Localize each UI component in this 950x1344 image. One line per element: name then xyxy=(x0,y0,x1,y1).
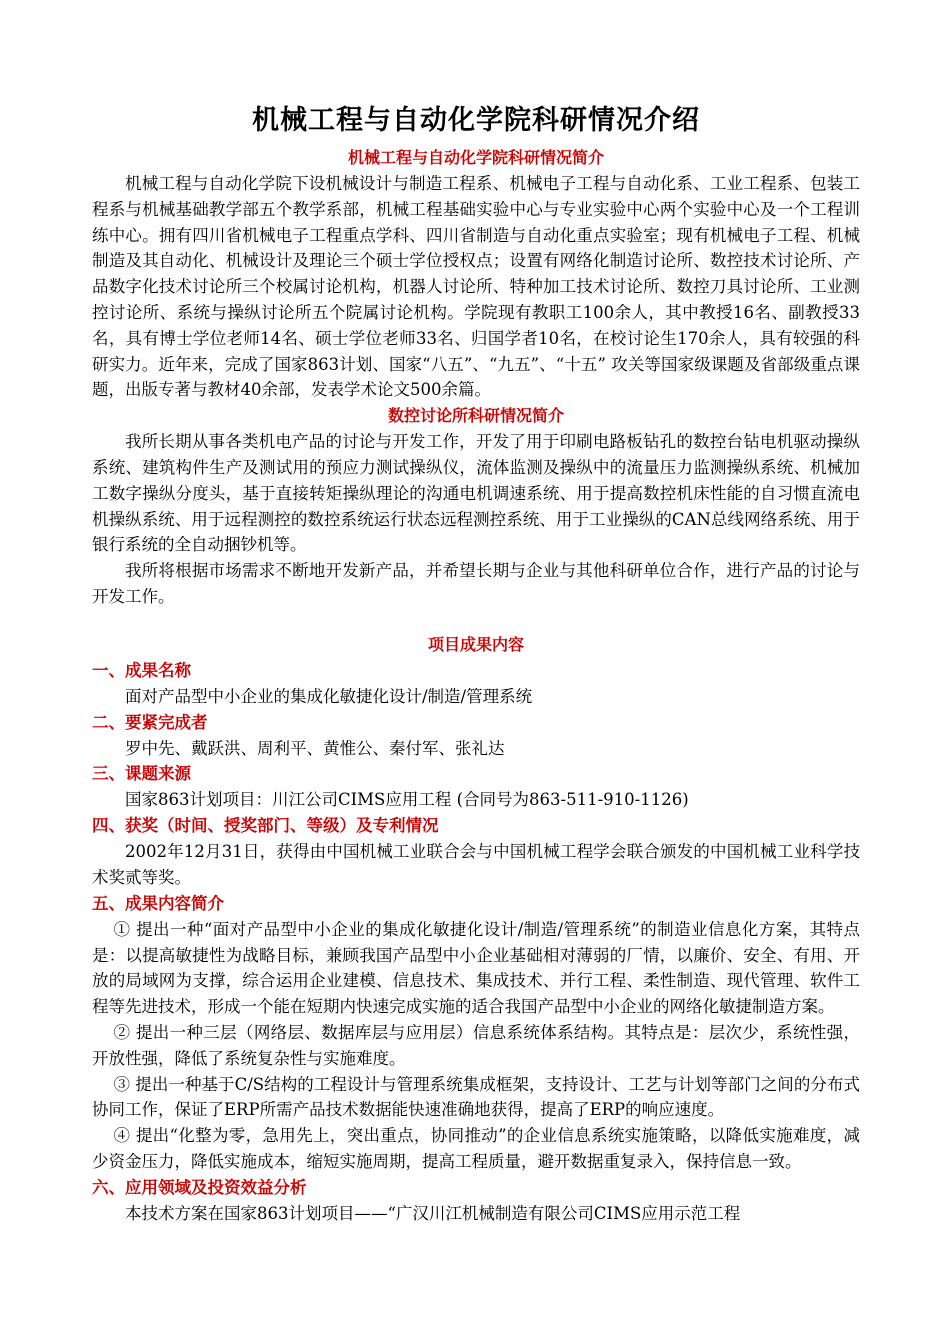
item-heading-4: 四、获奖（时间、授奖部门、等级）及专利情况 xyxy=(92,816,439,836)
section3-heading: 项目成果内容 xyxy=(427,634,524,654)
item-heading-5: 五、成果内容简介 xyxy=(92,893,224,913)
section1-paragraph: 机械工程与自动化学院下设机械设计与制造工程系、机械电子工程与自动化系、工业工程系、包装工程系与机械基础教学部五个教学系部，机械工程基础实验中心与专业实验中心两个实验中心及一个工程训练中心。拥有四川省机械电子工程重点学科、四川省制造与自动化重点实验室；现有机械电子工程、机械制造及其自动化、机械设计及理论三个硕士学位授权点；设置有网络化制造讨论所、数控技术讨论所、产品数字化技术讨论所三个校属讨论机构，机器人讨论所、特种加工技术讨论所、数控刀具讨论所、工业测控讨论所、系统与操纵讨论所五个院属讨论机构。学院现有教职工100余人，其中教授16名、副教授33名，具有博士学位老师14名、硕士学位老师33名、归国学者10名，在校讨论生170余人，具有较强的科研实力。近年来，完成了国家863计划、国家“八五”、“九五”、“十五” 攻关等国家级课题及省部级重点课题，出版专著与教材40余部，发表学术论文500余篇。 xyxy=(92,174,860,400)
section2-heading: 数控讨论所科研情况简介 xyxy=(387,406,564,426)
item-content-4: 2002年12月31日，获得由中国机械工业联合会与中国机械工程学会联合颁发的中国机械工业科学技术奖贰等奖。 xyxy=(92,842,860,887)
section2-paragraph-2: 我所将根据市场需求不断地开发新产品，并希望长期与企业与其他科研单位合作，进行产品的讨论与开发工作。 xyxy=(92,561,860,606)
point-4: ④ 提出“化整为零，急用先上，突出重点，协同推动”的企业信息系统实施策略，以降低实施难度，减少资金压力，降低实施成本，缩短实施周期，提高工程质量，避开数据重复录入，保持信息一致。 xyxy=(92,1126,860,1171)
item-content-2: 罗中先、戴跃洪、周利平、黄惟公、秦付军、张礼达 xyxy=(125,738,505,758)
item-content-6: 本技术方案在国家863计划项目——“广汉川江机械制造有限公司CIMS应用示范工程 xyxy=(125,1203,741,1223)
item-heading-2: 二、要紧完成者 xyxy=(92,712,208,732)
item-heading-1: 一、成果名称 xyxy=(92,660,191,680)
point-1: ① 提出一种“面对产品型中小企业的集成化敏捷化设计/制造/管理系统”的制造业信息化方案，其特点是：以提高敏捷性为战略目标，兼顾我国产品型中小企业基础相对薄弱的厂情，以廉价、安全、有用、开放的局域网为支撑，综合运用企业建模、信息技术、集成技术、并行工程、柔性制造、现代管理、软件工程等先进技术，形成一个能在短期内快速完成实施的适合我国产品型中小企业的网络化敏捷制造方案。 xyxy=(92,919,860,1017)
point-3: ③ 提出一种基于C/S结构的工程设计与管理系统集成框架，支持设计、工艺与计划等部门之间的分布式协同工作，保证了ERP所需产品技术数据能快速准确地获得，提高了ERP的响应速度。 xyxy=(92,1074,860,1120)
document-page xyxy=(92,98,860,1227)
item-content-1: 面对产品型中小企业的集成化敏捷化设计/制造/管理系统 xyxy=(125,686,533,706)
section1-heading: 机械工程与自动化学院科研情况简介 xyxy=(347,148,604,167)
item-heading-3: 三、课题来源 xyxy=(92,764,191,784)
document-title: 机械工程与自动化学院科研情况介绍 xyxy=(252,105,700,136)
item-heading-6: 六、应用领域及投资效益分析 xyxy=(92,1177,307,1197)
section2-paragraph-1: 我所长期从事各类机电产品的讨论与开发工作，开发了用于印刷电路板钻孔的数控台钻电机驱动操纵系统、建筑构件生产及测试用的预应力测试操纵仪，流体监测及操纵中的流量压力监测操纵系统、机械加工数字操纵分度头，基于直接转矩操纵理论的沟通电机调速系统、用于提高数控机床性能的自习惯直流电机操纵系统、用于远程测控的数控系统运行状态远程测控系统、用于工业操纵的CAN总线网络系统、用于银行系统的全自动捆钞机等。 xyxy=(92,432,860,555)
item-content-3: 国家863计划项目：川江公司CIMS应用工程 (合同号为863-511-910-1126) xyxy=(125,790,689,810)
point-2: ② 提出一种三层（网络层、数据库层与应用层）信息系统体系结构。其特点是：层次少，系统性强，开放性强，降低了系统复杂性与实施难度。 xyxy=(92,1022,860,1068)
